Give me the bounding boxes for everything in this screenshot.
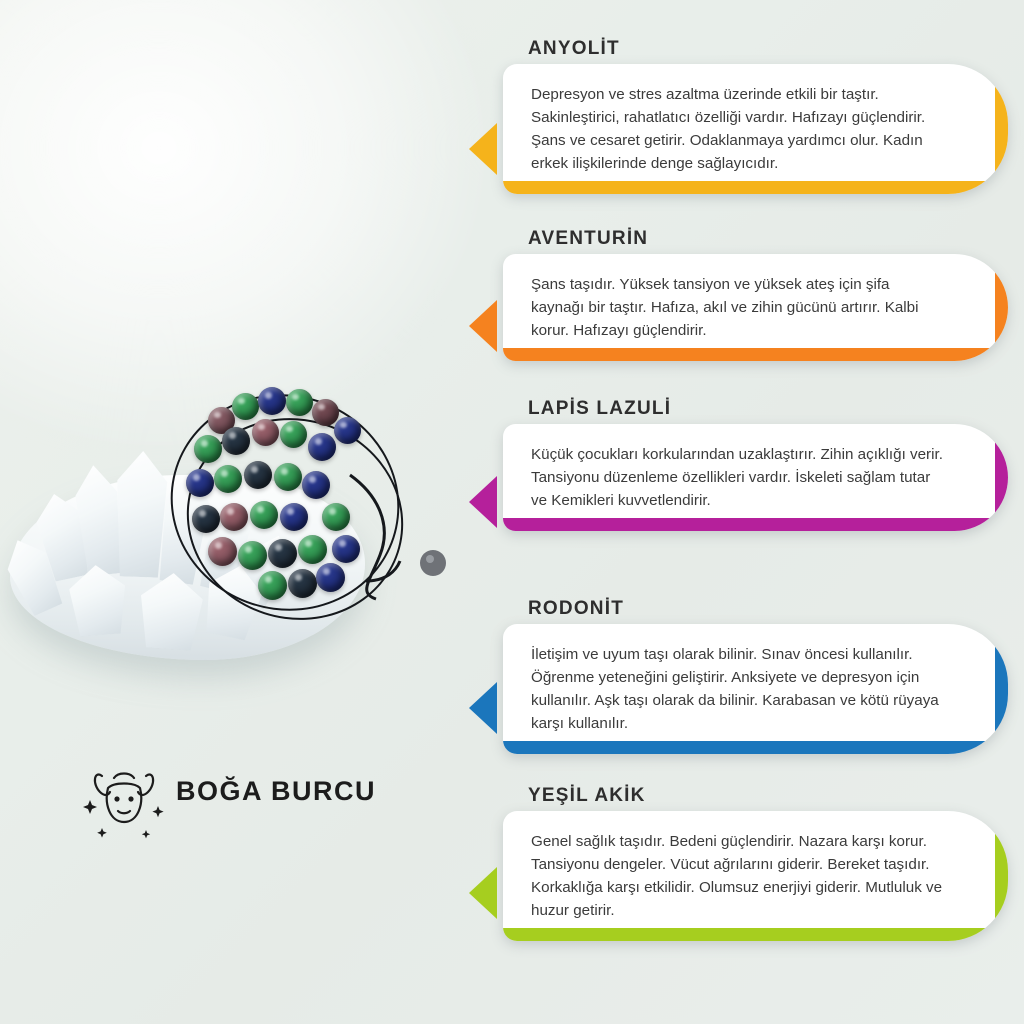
stone-title-yesil-akik: YEŞİL AKİK	[528, 785, 646, 806]
zodiac-sign	[78, 748, 378, 848]
gemstone-bracelet	[180, 385, 500, 685]
stone-card-lapis-lazuli[interactable]	[503, 424, 1008, 531]
stone-card-anyolit[interactable]	[503, 64, 1008, 194]
stone-card-rodonit[interactable]	[503, 624, 1008, 754]
pointer-arrow-yesil-akik	[469, 867, 497, 919]
stone-text-anyolit: Depresyon ve stres azaltma üzerinde etkili bir taştır. Sakinleştirici, rahatlatıcı özelliği vardır. Hafızayı güçlendirir. Şans ve cesaret getirir. Odaklanmaya yardımcı olur. Kadın erkek ilişkilerinde denge sağlayıcıdır.	[531, 86, 926, 173]
stone-card-aventurin[interactable]	[503, 254, 1008, 361]
pointer-arrow-rodonit	[469, 682, 497, 734]
stone-title-rodonit: RODONİT	[528, 598, 625, 619]
pointer-arrow-aventurin	[469, 300, 497, 352]
stone-title-anyolit: ANYOLİT	[528, 38, 620, 59]
stone-title-aventurin: AVENTURİN	[528, 228, 649, 249]
stone-title-lapis-lazuli: LAPİS LAZULİ	[528, 398, 672, 419]
stone-text-lapis-lazuli: Küçük çocukları korkularından uzaklaştırır. Zihin açıklığı verir. Tansiyonu düzenleme özellikleri vardır. İskeleti sağlam tutar ve Kemikleri kuvvetlendirir.	[531, 446, 943, 510]
stone-text-yesil-akik: Genel sağlık taşıdır. Bedeni güçlendirir. Nazara karşı korur. Tansiyonu dengeler. Vücut ağrılarını giderir. Bereket taşıdır. Korkaklığa karşı etkilidir. Olumsuz enerjiyi giderir. Mutluluk ve huzur getirir.	[531, 833, 943, 920]
stone-text-aventurin: Şans taşıdır. Yüksek tansiyon ve yüksek ateş için şifa kaynağı bir taştır. Hafıza, akıl ve zihin gücünü artırır. Kalbi korur. Hafızayı güçlendirir.	[531, 276, 919, 340]
stone-card-yesil-akik[interactable]	[503, 811, 1008, 941]
product-photo-area	[0, 0, 500, 1024]
taurus-bull-head-icon	[78, 748, 170, 840]
stone-cards-list	[455, 0, 1024, 1024]
zodiac-label: BOĞA BURCU	[176, 776, 376, 806]
pointer-arrow-anyolit	[469, 123, 497, 175]
stone-text-rodonit: İletişim ve uyum taşı olarak bilinir. Sınav öncesi kullanılır. Öğrenme yeteneğini geliştirir. Anksiyete ve depresyon için kullanılır. Aşk taşı olarak da bilinir. Karabasan ve kötü rüyaya karşı kullanılır.	[531, 646, 939, 733]
pointer-arrow-lapis-lazuli	[469, 476, 497, 528]
